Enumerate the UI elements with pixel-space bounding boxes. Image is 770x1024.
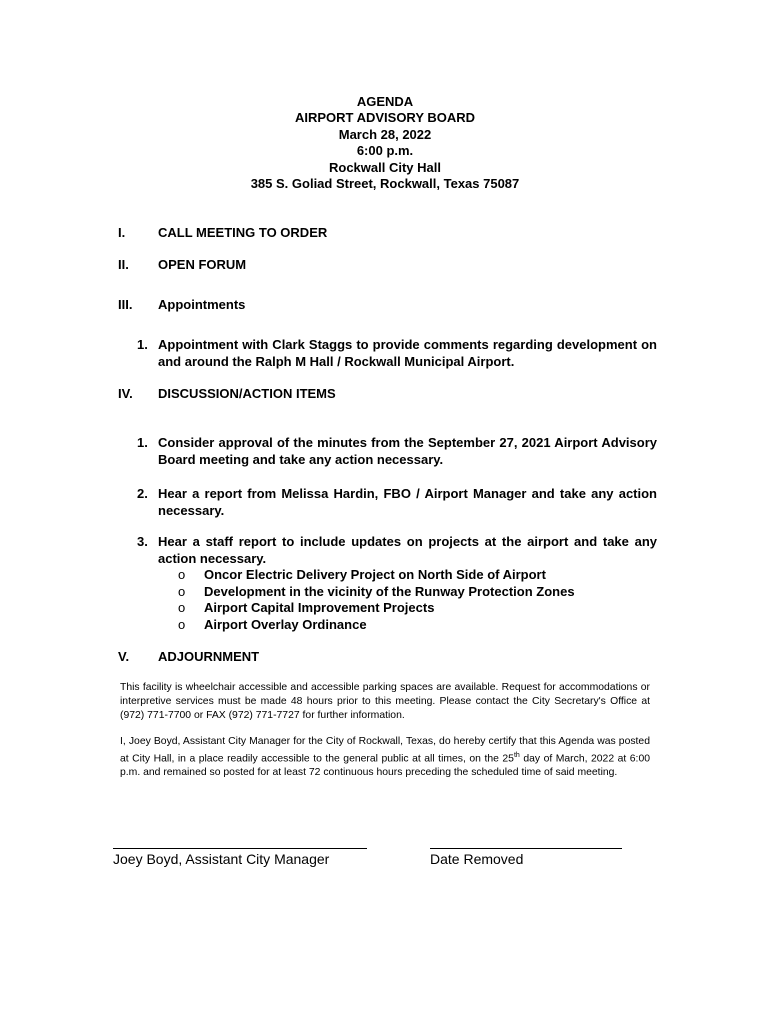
sub-item: Oncor Electric Delivery Project on North Side of Airport [204,567,546,582]
section-numeral: I. [118,225,126,240]
section-title: CALL MEETING TO ORDER [158,225,328,240]
agenda-item: Appointment with Clark Staggs to provide comments regarding development on and around the Ralph M Hall / Rockwall Municipal Airport. [158,337,657,369]
item-number: 1. [137,337,148,352]
sub-item: Airport Capital Improvement Projects [204,600,435,615]
section-numeral: V. [118,649,130,664]
sub-item: Airport Overlay Ordinance [204,617,367,632]
section-numeral: IV. [118,386,133,401]
date-label: Date Removed [430,851,524,867]
cert-text: day of March, 2022 at 6:00 p.m. and remained so posted for at least 72 continuous hours preceding the scheduled time of said meeting. [120,753,651,779]
date-line [430,848,622,849]
header-line: 385 S. Goliad Street, Rockwall, Texas 75087 [250,176,520,192]
cert-superscript: th [513,752,520,759]
agenda-item: Hear a staff report to include updates on projects at the airport and take any action necessary. [158,534,657,566]
header-line: Rockwall City Hall [329,159,441,175]
bullet-icon: o [178,617,186,632]
section-title: Appointments [158,297,246,312]
signature-line [113,848,367,849]
item-number: 2. [137,486,148,501]
bullet-icon: o [178,584,186,599]
header-line: AIRPORT ADVISORY BOARD [294,110,476,126]
header-line: AGENDA [356,94,414,109]
agenda-item: Consider approval of the minutes from the September 27, 2021 Airport Advisory Board meeting and take any action necessary. [158,435,657,467]
section-title: ADJOURNMENT [158,649,260,664]
accessibility-notice: This facility is wheelchair accessible and accessible parking spaces are available. Request for accommodations or interpretive services must be made 48 hours prior to this meeting. Please contact the City Secretary's Office at (972) 771-7700 or FAX (972) 771-7727 for further information. [120,682,650,721]
section-title: OPEN FORUM [158,257,247,272]
header-line: March 28, 2022 [338,126,432,142]
signature-label: Joey Boyd, Assistant City Manager [113,851,330,867]
agenda-item: Hear a report from Melissa Hardin, FBO / Airport Manager and take any action necessary. [158,486,657,518]
bullet-icon: o [178,567,186,582]
section-numeral: III. [118,297,133,312]
item-number: 1. [137,435,148,450]
agenda-header [0,94,770,192]
certification-paragraph [120,735,650,780]
section-numeral: II. [118,257,129,272]
cert-text: I, Joey Boyd, Assistant City Manager for the City of Rockwall, Texas, do hereby certify that this Agenda was posted at City Hall, in a place readily accessible to the general public at all times, on the 25 [120,736,650,765]
bullet-icon: o [178,600,186,615]
section-title: DISCUSSION/ACTION ITEMS [158,386,336,401]
sub-item: Development in the vicinity of the Runway Protection Zones [204,584,575,599]
header-line: 6:00 p.m. [356,143,414,159]
item-number: 3. [137,534,148,549]
